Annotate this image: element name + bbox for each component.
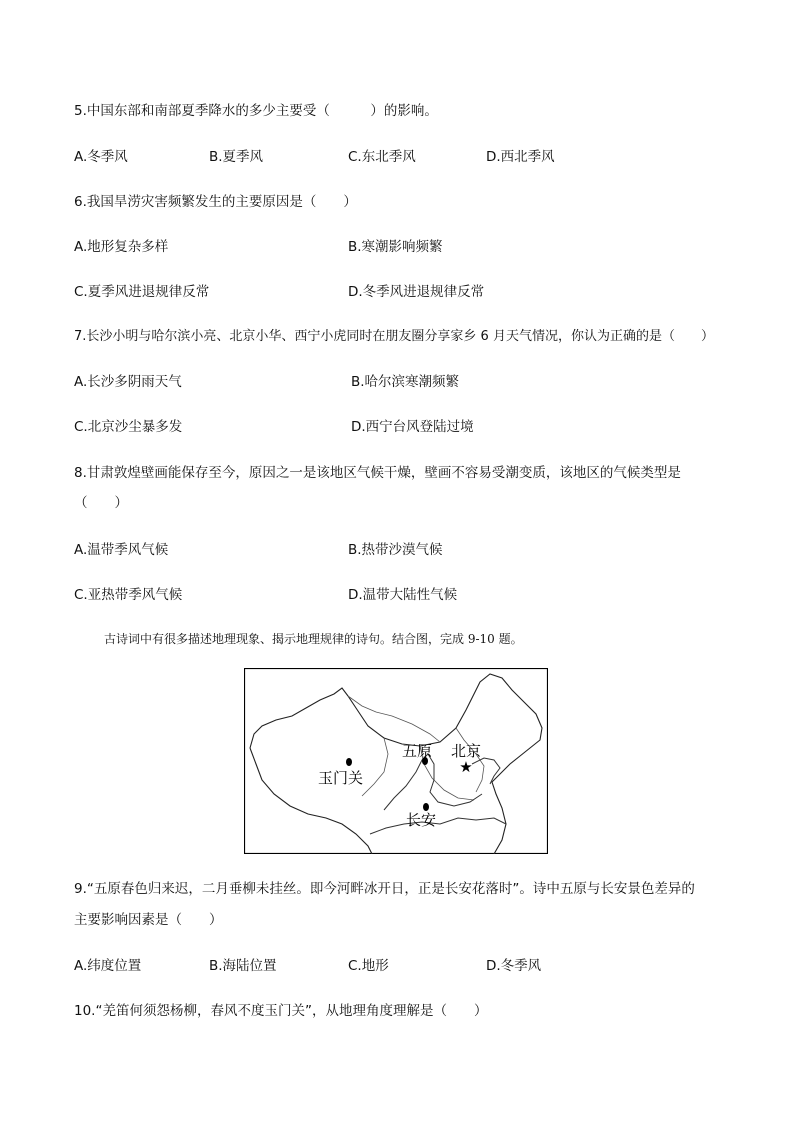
q8-option-c[interactable]: C.亚热带季风气候	[74, 587, 183, 603]
q9-option-d[interactable]: D.冬季风	[486, 958, 542, 974]
question-8-stem: 8.甘肃敦煌壁画能保存至今，原因之一是该地区气候干燥，壁画不容易受潮变质，该地区的气候类型是	[74, 465, 681, 481]
q8-option-b[interactable]: B.热带沙漠气候	[348, 542, 443, 558]
wuyuan-label: 五原	[402, 742, 433, 760]
question-6-stem: 6.我国旱涝灾害频繁发生的主要原因是（ ）	[74, 194, 357, 210]
beijing-label: 北京	[451, 742, 482, 760]
question-7-stem: 7.长沙小明与哈尔滨小亮、北京小华、西宁小虎同时在朋友圈分享家乡 6 月天气情况，你认为正确的是（ ）	[74, 329, 714, 344]
q6-option-d[interactable]: D.冬季风进退规律反常	[348, 284, 485, 300]
passage-intro: 古诗词中有很多描述地理现象、揭示地理规律的诗句。结合图，完成 9-10 题。	[104, 632, 523, 646]
q5-option-a[interactable]: A.冬季风	[74, 149, 128, 165]
q7-option-c[interactable]: C.北京沙尘暴多发	[74, 419, 183, 435]
q6-option-a[interactable]: A.地形复杂多样	[74, 239, 169, 255]
china-map	[244, 668, 548, 854]
q5-option-c[interactable]: C.东北季风	[348, 149, 416, 165]
yumenguan-marker	[346, 758, 352, 766]
q9-option-a[interactable]: A.纬度位置	[74, 958, 142, 974]
question-8-stem-cont: （ ）	[74, 495, 128, 511]
q6-option-c[interactable]: C.夏季风进退规律反常	[74, 284, 210, 300]
q8-option-a[interactable]: A.温带季风气候	[74, 542, 169, 558]
q7-option-b[interactable]: B.哈尔滨寒潮频繁	[351, 374, 460, 390]
yumenguan-label: 玉门关	[318, 769, 364, 787]
q7-option-d[interactable]: D.西宁台风登陆过境	[351, 419, 474, 435]
q9-option-b[interactable]: B.海陆位置	[209, 958, 277, 974]
changan-marker	[423, 803, 429, 811]
question-5-stem: 5.中国东部和南部夏季降水的多少主要受（ ）的影响。	[74, 103, 438, 119]
q5-option-d[interactable]: D.西北季风	[486, 149, 555, 165]
question-10-stem: 10.“羌笛何须怨杨柳，春风不度玉门关”，从地理角度理解是（ ）	[74, 1003, 488, 1019]
q9-option-c[interactable]: C.地形	[348, 958, 389, 974]
beijing-star-icon: ★	[459, 758, 473, 776]
question-9-stem: 9.“五原春色归来迟，二月垂柳未挂丝。即今河畔冰开日，正是长安花落时”。诗中五原与长安景色差异的	[74, 881, 695, 897]
q6-option-b[interactable]: B.寒潮影响频繁	[348, 239, 443, 255]
question-9-stem-cont: 主要影响因素是（ ）	[74, 912, 223, 928]
q5-option-b[interactable]: B.夏季风	[209, 149, 264, 165]
q7-option-a[interactable]: A.长沙多阴雨天气	[74, 374, 182, 390]
changan-label: 长安	[406, 811, 437, 829]
q8-option-d[interactable]: D.温带大陆性气候	[348, 587, 458, 603]
